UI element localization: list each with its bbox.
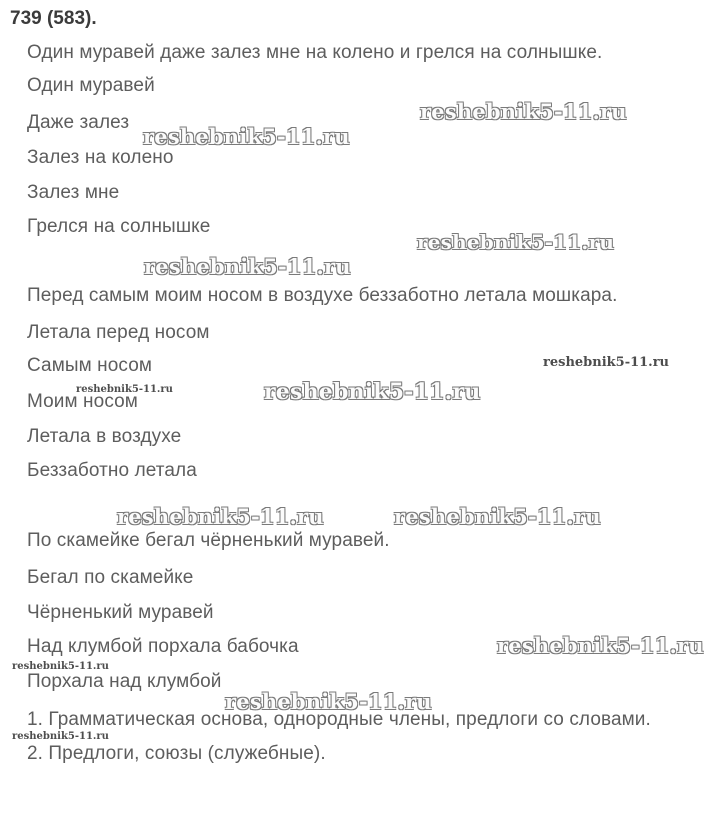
exercise-number: 739 (583). [10, 8, 97, 29]
answer-line: Перед самым моим носом в воздухе беззаботно летала мошкара. [27, 285, 618, 306]
watermark: reshebnik5-11.ru [76, 384, 173, 395]
answer-line: Чёрненький муравей [27, 602, 214, 623]
answer-line: Один муравей [27, 75, 155, 96]
answer-line: Бегал по скамейке [27, 567, 194, 588]
answer-line: Даже залез [27, 112, 130, 133]
answer-line: 1. Грамматическая основа, однородные члены, предлоги со словами. [27, 709, 651, 730]
watermark: reshebnik5-11.ru [394, 504, 601, 529]
watermark: reshebnik5-11.ru [543, 355, 670, 370]
watermark: reshebnik5-11.ru [12, 661, 109, 672]
answer-line: Один муравей даже залез мне на колено и грелся на солнышке. [27, 42, 603, 63]
answer-line: 2. Предлоги, союзы (служебные). [27, 743, 326, 764]
watermark: reshebnik5-11.ru [417, 230, 615, 254]
watermark: reshebnik5-11.ru [117, 504, 324, 529]
answer-line: Моим носом [27, 391, 138, 412]
watermark: reshebnik5-11.ru [143, 124, 350, 149]
watermark: reshebnik5-11.ru [264, 379, 481, 405]
watermark: reshebnik5-11.ru [497, 633, 704, 658]
answer-line: Залез мне [27, 182, 120, 203]
watermark: reshebnik5-11.ru [12, 731, 109, 742]
answer-line: Над клумбой порхала бабочка [27, 636, 299, 657]
answer-line: Порхала над клумбой [27, 671, 222, 692]
watermark: reshebnik5-11.ru [144, 254, 351, 279]
answer-line: Летала перед носом [27, 322, 210, 343]
answer-line: По скамейке бегал чёрненький муравей. [27, 530, 390, 551]
watermark: reshebnik5-11.ru [420, 99, 627, 124]
answer-line: Летала в воздухе [27, 426, 182, 447]
answer-line: Залез на колено [27, 147, 174, 168]
answer-line: Беззаботно летала [27, 460, 197, 481]
answer-line: Самым носом [27, 355, 153, 376]
answer-line: Грелся на солнышке [27, 216, 211, 237]
watermark: reshebnik5-11.ru [225, 689, 432, 714]
